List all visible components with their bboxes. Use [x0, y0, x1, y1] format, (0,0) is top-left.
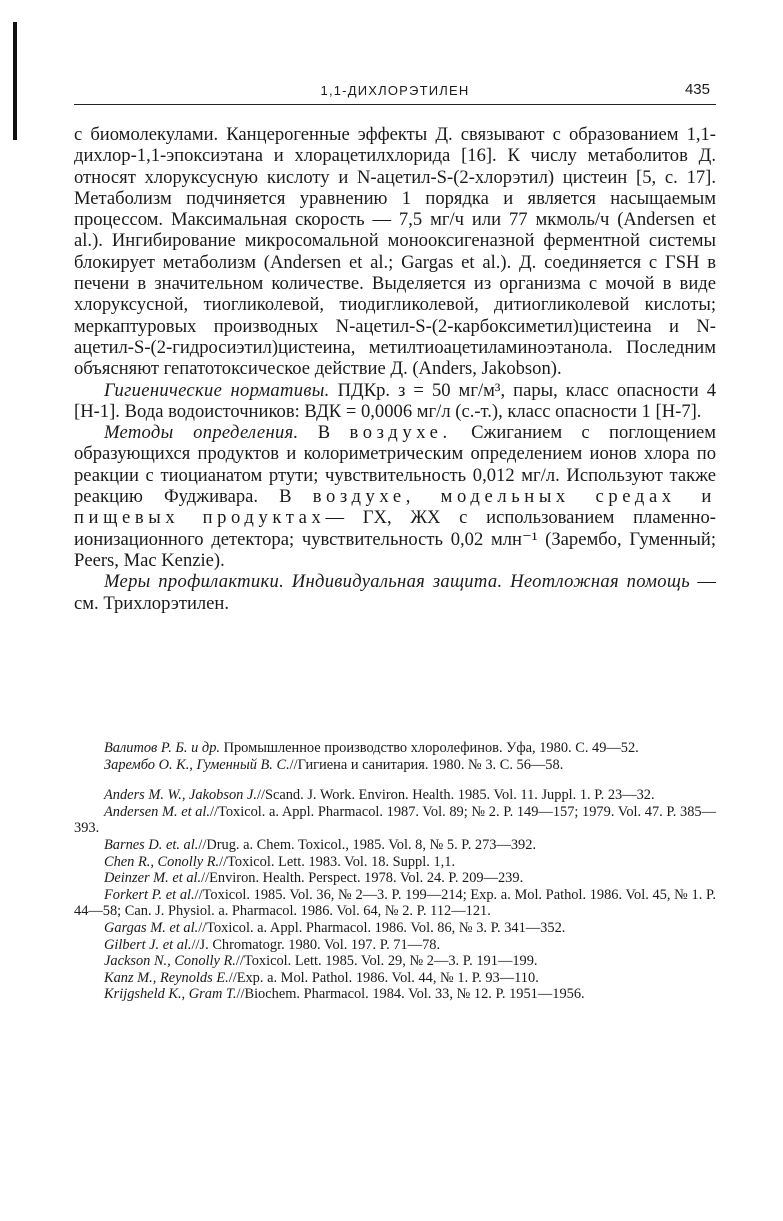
- methods-spaced-air: воздухе.: [349, 422, 452, 444]
- reference-text: Промышленное производство хлоролефинов. Уфа, 1980. С. 49—52.: [219, 740, 639, 756]
- prevention-text: — см. Трихлорэтилен.: [74, 571, 716, 614]
- reference-entry: [74, 953, 716, 970]
- references: [74, 740, 716, 1003]
- body-text: [74, 124, 716, 614]
- reference-text: //Drug. a. Chem. Toxicol., 1985. Vol. 8, № 5. P. 273—392.: [198, 836, 537, 853]
- reference-text: //Гигиена и санитария. 1980. № 3. С. 56—58.: [289, 756, 564, 773]
- reference-author: Валитов Р. Б. и др.: [104, 740, 220, 756]
- reference-entry: [74, 804, 716, 837]
- reference-author: Krijgsheld K., Gram T.: [104, 986, 237, 1003]
- reference-author: Gargas M. et al.: [104, 919, 199, 936]
- reference-text: //Biochem. Pharmacol. 1984. Vol. 33, № 12. P. 1951—1956.: [236, 986, 585, 1003]
- reference-entry: [74, 887, 716, 920]
- reference-text: //Toxicol. a. Appl. Pharmacol. 1987. Vol. 89; № 2. P. 149—157; 1979. Vol. 47. P. 385—393.: [74, 803, 716, 837]
- reference-author: Deinzer M. et al.: [104, 870, 202, 887]
- reference-entry: [74, 870, 716, 887]
- reference-entry: [74, 854, 716, 871]
- paragraph-metabolism: с биомолекулами. Канцерогенные эффекты Д. связывают с образованием 1,1-дихлор-1,1-эпоксиэтана и хлорацетилхлорида [16]. К числу метаболитов Д. относят хлоруксусную кислоту и N-ацетил-S-(2-хлорэтил) цистеин [5, с. 17]. Метаболизм подчиняется уравнению 1 порядка и является насыщаемым процессом. Максимальная скорость — 7,5 мг/ч или 77 мкмоль/ч (Andersen et al.). Ингибирование микросомальной монооксигеназной ферментной системы блокирует метаболизм (Andersen et al.; Gargas et al.). Д. соединяется с ГSH в печени в значительном количестве. Выделяется из организма с мочой в виде хлоруксусной, тиогликолевой, тиодигликолевой, дитиогликолевой кислоты; меркаптуровых производных N-ацетил-S-(2-карбоксиметил)цистеина и N-ацетил-S-(2-гидросиэтил)цистеина, метилтиоацетиламиноэтанола. Последним объясняют гепатотоксическое действие Д. (Anders, Jakobson).: [74, 124, 716, 380]
- page-number: 435: [684, 81, 710, 98]
- page-spine-mark: [13, 22, 17, 140]
- reference-entry: [74, 920, 716, 937]
- reference-entry: [74, 757, 716, 774]
- reference-text: //Toxicol. 1985. Vol. 36, № 2—3. P. 199—214; Exp. a. Mol. Pathol. 1986. Vol. 45, № 1. P. 44—58; Can. J. Physiol. a. Pharmacol. 1986. Vol. 64, № 2. P. 112—121.: [74, 886, 716, 920]
- reference-text: //Toxicol. Lett. 1983. Vol. 18. Suppl. 1,1.: [219, 853, 456, 870]
- reference-author: Barnes D. et. al.: [104, 836, 199, 853]
- reference-author: Andersen M. et al.: [104, 803, 211, 820]
- methods-spaced-media: воздухе, модельных средах и пищевых продуктах: [74, 486, 716, 529]
- reference-text: //Scand. J. Work. Environ. Health. 1985. Vol. 11. Juppl. 1. P. 23—32.: [256, 787, 655, 804]
- reference-group-gap: [74, 773, 716, 787]
- paragraph-hygiene-norms: [74, 380, 716, 423]
- running-title: 1,1-ДИХЛОРЭТИЛЕН: [320, 83, 470, 98]
- reference-text: //Environ. Health. Perspect. 1978. Vol. 24. P. 209—239.: [201, 870, 524, 887]
- reference-author: Jackson N., Conolly R.: [104, 953, 236, 970]
- reference-text: //Toxicol. Lett. 1985. Vol. 29, № 2—3. P. 191—199.: [235, 953, 538, 970]
- methods-heading: Методы определения.: [104, 422, 299, 444]
- reference-author: Зарембо О. К., Гуменный В. С.: [104, 756, 290, 773]
- methods-text-a: В: [317, 422, 331, 444]
- reference-entry: [74, 937, 716, 954]
- reference-entry: [74, 837, 716, 854]
- reference-text: //J. Chromatogr. 1980. Vol. 197. P. 71—78.: [191, 936, 441, 953]
- reference-text: //Toxicol. a. Appl. Pharmacol. 1986. Vol. 86, № 3. P. 341—352.: [198, 919, 566, 936]
- methods-text-c: — ГХ, ЖХ с использованием пламенно-ионизационного детектора; чувствительность 0,02 млн⁻¹ (Зарембо, Гуменный; Peers, Mac Kenzie).: [74, 507, 716, 571]
- paragraph-methods: [74, 422, 716, 571]
- reference-author: Forkert P. et al.: [104, 886, 195, 903]
- reference-entry: [74, 787, 716, 804]
- reference-text: //Exp. a. Mol. Pathol. 1986. Vol. 44, № 1. P. 93—110.: [228, 969, 539, 986]
- reference-entry: [74, 740, 716, 757]
- prevention-heading: Меры профилактики. Индивидуальная защита. Неотложная помощь: [104, 571, 690, 593]
- reference-author: Anders M. W., Jakobson J.: [104, 787, 257, 804]
- reference-author: Gilbert J. et al.: [104, 936, 192, 953]
- hygiene-norms-text: ПДКр. з = 50 мг/м³, пары, класс опасности 4 [Н-1]. Вода водоисточников: ВДК = 0,0006 мг/л (с.-т.), класс опасности 1 [Н-7].: [74, 379, 716, 422]
- running-head: [74, 80, 716, 105]
- paragraph-prevention: [74, 571, 716, 614]
- methods-text-b: Сжиганием с поглощением образующихся продуктов и колориметрическим определением ионов хлора по реакции с тиоцианатом ртути; чувствительность 0,012 мг/л. Используют также реакцию Фудживара. В: [74, 422, 716, 508]
- reference-entry: [74, 986, 716, 1003]
- reference-author: Kanz M., Reynolds E.: [104, 969, 229, 986]
- hygiene-norms-heading: Гигиенические нормативы.: [104, 379, 330, 401]
- reference-entry: [74, 970, 716, 987]
- reference-author: Chen R., Conolly R.: [104, 853, 220, 870]
